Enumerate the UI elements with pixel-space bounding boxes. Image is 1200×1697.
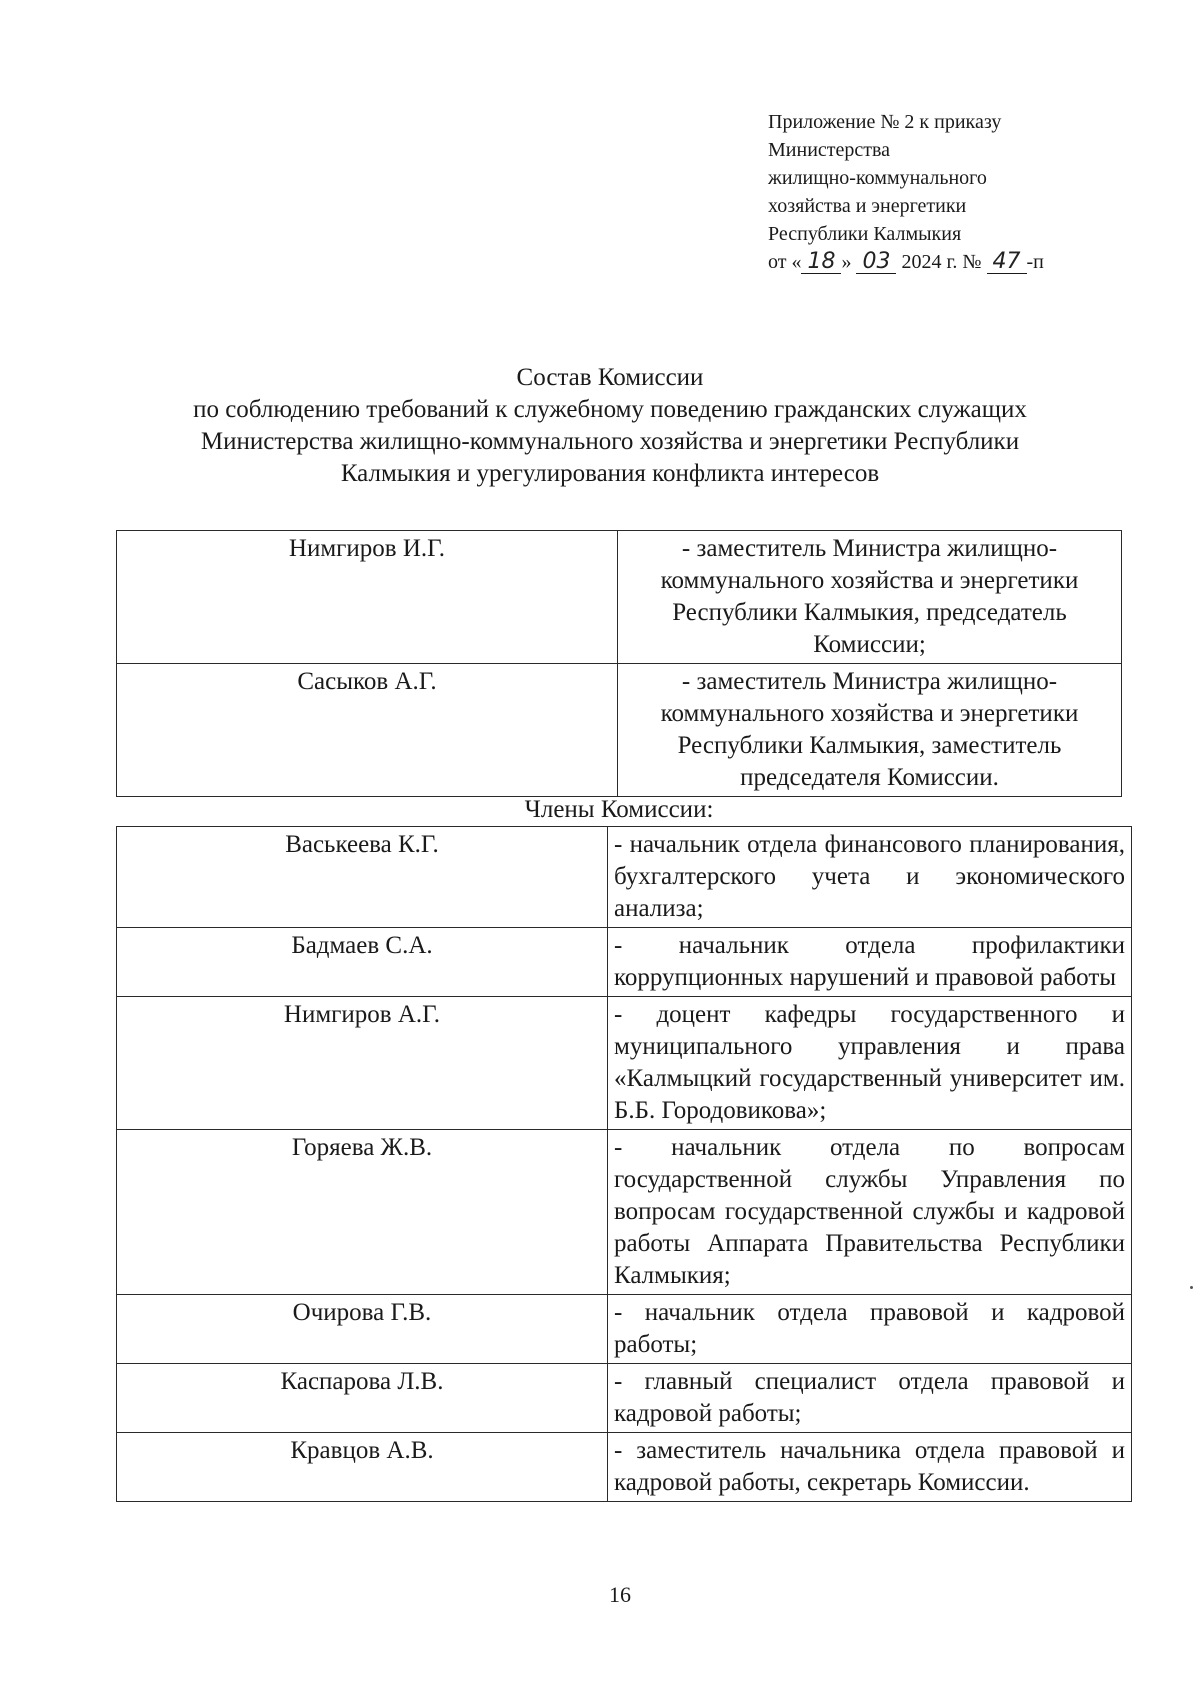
member-role: - начальник отдела правовой и кадровой работы; xyxy=(608,1295,1132,1364)
table-row xyxy=(117,997,1132,1130)
year-part: 2024 г. № xyxy=(901,251,982,273)
table-row xyxy=(117,531,1122,664)
member-name: Нимгиров А.Г. xyxy=(117,997,608,1130)
member-role: - доцент кафедры государственного и муниципального управления и права «Калмыцкий государственный университет им. Б.Б. Городовикова»; xyxy=(608,997,1132,1130)
handwritten-month: 03 xyxy=(856,251,896,274)
number-suffix: -п xyxy=(1026,251,1044,273)
table-row xyxy=(117,1433,1132,1502)
table-row xyxy=(117,1364,1132,1433)
title-line: Состав Комиссии xyxy=(516,364,704,391)
title-line: по соблюдению требований к служебному поведению гражданских служащих xyxy=(193,396,1027,423)
member-role: - начальник отдела профилактики коррупционных нарушений и правовой работы xyxy=(608,928,1132,997)
member-name: Васькеева К.Г. xyxy=(117,827,608,928)
member-name: Бадмаев С.А. xyxy=(117,928,608,997)
member-role: - главный специалист отдела правовой и кадровой работы; xyxy=(608,1364,1132,1433)
handwritten-order-number: 47 xyxy=(987,251,1027,274)
date-mid: » xyxy=(841,251,852,273)
order-date-line xyxy=(768,248,1098,276)
scan-speck xyxy=(1190,1286,1193,1289)
member-name: Очирова Г.В. xyxy=(117,1295,608,1364)
member-name: Каспарова Л.В. xyxy=(117,1364,608,1433)
appendix-line: Приложение № 2 к приказу xyxy=(768,111,1002,133)
members-label: Члены Комиссии: xyxy=(524,796,714,823)
document-title xyxy=(110,362,1110,490)
member-name: Сасыков А.Г. xyxy=(117,664,618,797)
members-table xyxy=(116,826,1132,1502)
table-row xyxy=(117,928,1132,997)
handwritten-day: 18 xyxy=(801,251,841,274)
member-role: - заместитель начальника отдела правовой и кадровой работы, секретарь Комиссии. xyxy=(608,1433,1132,1502)
date-prefix: от « xyxy=(768,251,802,273)
table-row xyxy=(117,1130,1132,1295)
member-name: Горяева Ж.В. xyxy=(117,1130,608,1295)
member-role: - заместитель Министра жилищно-коммунального хозяйства и энергетики Республики Калмыкия, председатель Комиссии; xyxy=(618,531,1122,664)
appendix-line: Республики Калмыкия xyxy=(768,223,962,245)
title-line: Калмыкия и урегулирования конфликта интересов xyxy=(340,460,880,487)
table-row xyxy=(117,827,1132,928)
table-row xyxy=(117,664,1122,797)
page-number: 16 xyxy=(609,1582,631,1607)
appendix-line: хозяйства и энергетики xyxy=(768,195,967,217)
appendix-line: Министерства xyxy=(768,139,891,161)
member-name: Нимгиров И.Г. xyxy=(117,531,618,664)
member-role: - начальник отдела финансового планирования, бухгалтерского учета и экономического анализа; xyxy=(608,827,1132,928)
appendix-header xyxy=(768,108,1098,276)
member-name: Кравцов А.В. xyxy=(117,1433,608,1502)
title-line: Министерства жилищно-коммунального хозяйства и энергетики Республики xyxy=(200,428,1020,455)
appendix-line: жилищно-коммунального xyxy=(768,167,987,189)
chairs-table xyxy=(116,530,1122,797)
member-role: - начальник отдела по вопросам государственной службы Управления по вопросам государственной службы и кадровой работы Аппарата Правительства Республики Калмыкия; xyxy=(608,1130,1132,1295)
member-role: - заместитель Министра жилищно-коммунального хозяйства и энергетики Республики Калмыкия, заместитель председателя Комиссии. xyxy=(618,664,1122,797)
table-row xyxy=(117,1295,1132,1364)
